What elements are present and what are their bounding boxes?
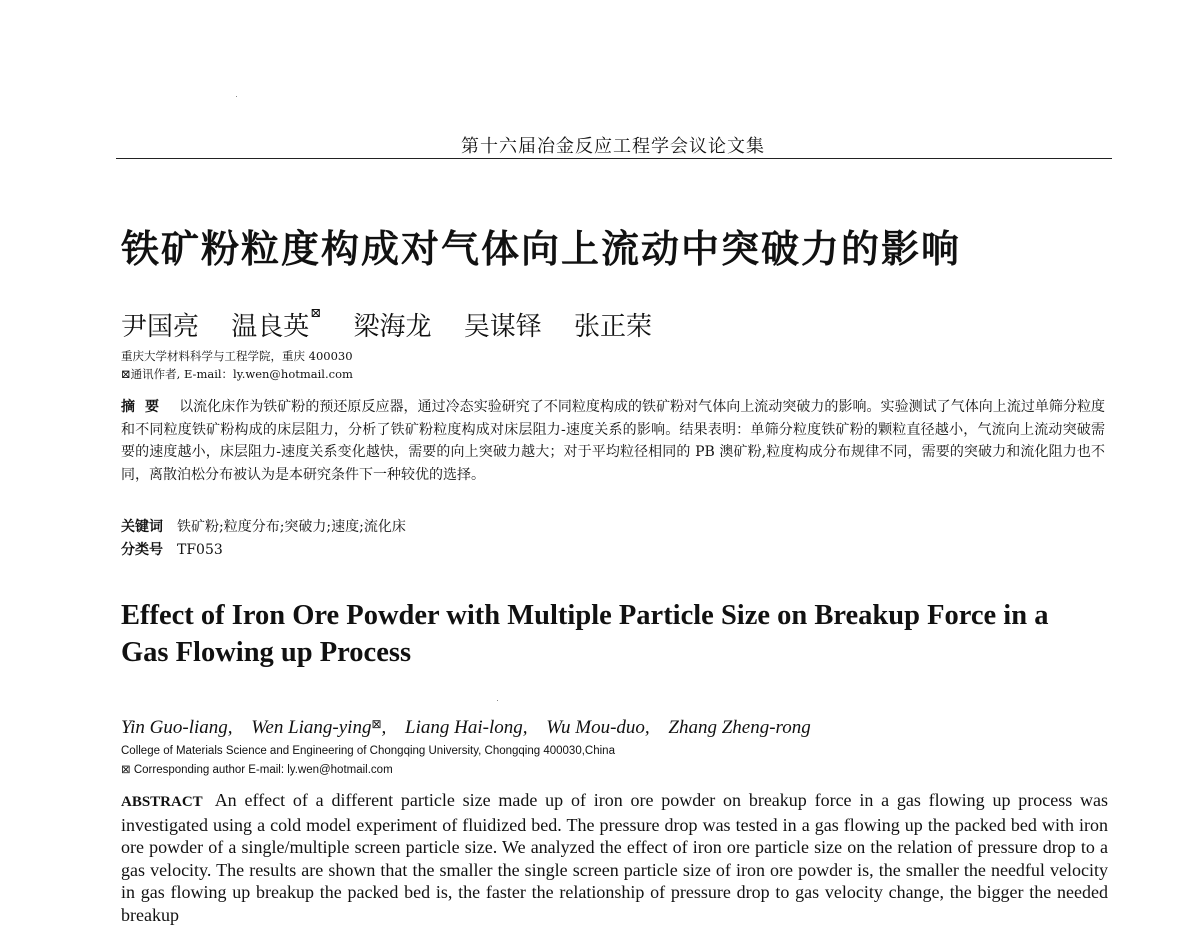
corresponding-mark-icon: ⊠ <box>371 717 382 731</box>
chinese-author: 尹国亮 <box>121 312 200 342</box>
chinese-author: 吴谋铎 <box>463 312 542 342</box>
english-author: Liang Hai-long, <box>405 717 528 738</box>
chinese-affiliation: 重庆大学材料科学与工程学院，重庆 400030 <box>121 349 353 363</box>
scan-speck <box>497 700 498 701</box>
chinese-authors <box>121 306 676 343</box>
english-corresponding-email: ⊠ Corresponding author E-mail: ly.wen@hotmail.com <box>121 764 393 776</box>
chinese-author-name: 温良英 <box>231 312 310 342</box>
english-affiliation: College of Materials Science and Engineering of Chongqing University, Chongqing 400030,China <box>121 745 615 757</box>
chinese-title: 铁矿粉粒度构成对气体向上流动中突破力的影响 <box>121 227 962 271</box>
english-author-corresponding: Wen Liang-ying⊠, <box>251 717 387 738</box>
english-title: Effect of Iron Ore Powder with Multiple Particle Size on Breakup Force in a Gas Flowing up Process <box>121 600 1049 668</box>
english-abstract-text: An effect of a different particle size made up of iron ore powder on breakup force in a gas flowing up process was investigated using a cold model experiment of fluidized bed. The pressure drop was tested in a gas flowing up the packed bed with iron ore powder of a single/multiple screen particle size. We analyzed the effect of iron ore particle size on the relation of pressure drop to a gas velocity. The results are shown that the smaller the single screen particle size of iron ore powder is, the smaller the needful velocity in gas flowing up breakup the packed bed is, the faster the relationship of pressure drop to gas velocity change, the bigger the needed breakup <box>121 790 1108 925</box>
chinese-keywords <box>121 516 406 536</box>
english-author: Yin Guo-liang, <box>121 717 233 738</box>
english-author: Wu Mou-duo, <box>546 717 650 738</box>
classification-label: 分类号 <box>121 542 163 558</box>
classification-text: TF053 <box>177 542 223 558</box>
english-abstract <box>121 789 1108 926</box>
chinese-author: 梁海龙 <box>353 312 432 342</box>
proceedings-header: 第十六届冶金反应工程学会议论文集 <box>461 136 765 157</box>
chinese-author: 张正荣 <box>574 312 653 342</box>
english-author: Zhang Zheng-rong <box>668 717 811 738</box>
scan-speck <box>236 96 237 97</box>
chinese-author-corresponding <box>231 306 322 342</box>
english-authors <box>121 717 811 739</box>
header-rule <box>116 158 1112 159</box>
chinese-corresponding-email: ⊠通讯作者, E-mail：ly.wen@hotmail.com <box>121 367 353 381</box>
chinese-abstract <box>121 396 1105 486</box>
keywords-label: 关键词 <box>121 519 163 535</box>
english-abstract-label: ABSTRACT <box>121 794 203 810</box>
chinese-classification <box>121 539 223 559</box>
keywords-text: 铁矿粉;粒度分布;突破力;速度;流化床 <box>177 519 406 535</box>
chinese-abstract-text: 以流化床作为铁矿粉的预还原反应器，通过冷态实验研究了不同粒度构成的铁矿粉对气体向上流动突破力的影响。实验测试了气体向上流过单筛分粒度和不同粒度铁矿粉构成的床层阻力，分析了铁矿粉粒度构成对床层阻力-速度关系的影响。结果表明：单筛分粒度铁矿粉的颗粒直径越小，气流向上流动突破需要的速度越小，床层阻力-速度关系变化越快，需要的向上突破力越大；对于平均粒径相同的 PB 澳矿粉,粒度构成分布规律不同，需要的突破力和流化阻力也不同，离散泊松分布被认为是本研究条件下一种较优的选择。 <box>121 399 1105 483</box>
english-author-name: Wen Liang-ying <box>251 717 372 738</box>
corresponding-mark-icon: ⊠ <box>310 306 322 321</box>
chinese-abstract-label: 摘要 <box>121 399 170 415</box>
